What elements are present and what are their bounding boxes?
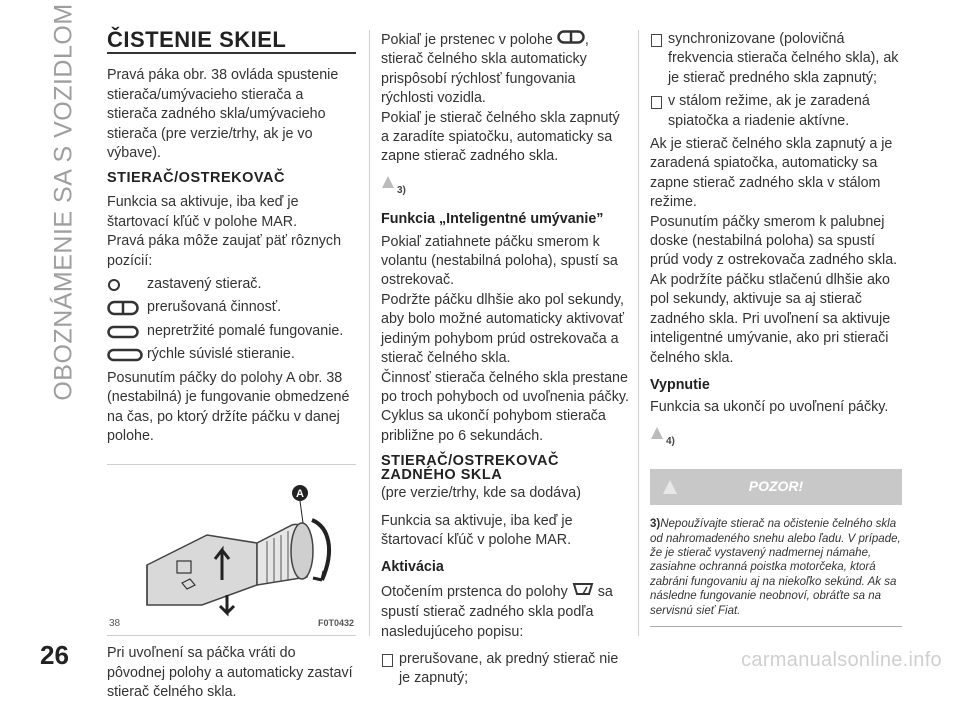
position-slow bbox=[107, 322, 356, 341]
bullet-3-text: v stálom režime, ak je zaradená spiatočka a riadenie aktívne. bbox=[668, 93, 870, 129]
wiper-lever-illustration bbox=[107, 465, 356, 635]
warning-banner bbox=[650, 469, 902, 505]
column-divider bbox=[638, 30, 639, 636]
wiper-fast-icon bbox=[107, 347, 147, 363]
column-divider bbox=[369, 30, 370, 636]
bullet-box-icon bbox=[651, 96, 662, 109]
activation-heading: Aktivácia bbox=[381, 559, 444, 576]
warning-triangle-icon bbox=[650, 426, 664, 440]
warning-body: Nepoužívajte stierač na očistenie čelného skla od nahromadeného snehu alebo ľadu. V prípade, že je stierač vystavený nadmernej námahe, zasiahne ochranná poistka motorčeka, ktorá zabráni fungovaniu aj na niekoľko sekúnd. Ak sa následne fungovanie neobnoví, obráťte sa na servisnú sieť Fiat. bbox=[650, 518, 901, 617]
position-fast bbox=[107, 345, 356, 364]
wiper-auto-icon bbox=[557, 30, 585, 50]
caution-triangle-icon bbox=[662, 479, 678, 495]
off-paragraph: Funkcia sa ukončí po uvoľnení páčky. bbox=[650, 399, 889, 416]
bullet-constant bbox=[650, 92, 902, 131]
bullet-synchronized bbox=[650, 30, 902, 88]
smart-p3: Činnosť stierača čelného skla prestane po troch pohyboch od uvoľnenia páčky. Cyklus sa ukončí pohybom stierača približne po 6 sekundách. bbox=[381, 369, 629, 444]
bullet-1-text: prerušovane, ak predný stierač nie je zapnutý; bbox=[399, 650, 619, 687]
front-p2: Pravá páka môže zaujať päť rôznych pozícií: bbox=[107, 233, 342, 269]
figure-number: 38 bbox=[109, 617, 121, 629]
ring-text-before: Pokiaľ je prstenec v polohe bbox=[381, 31, 553, 48]
position-intermittent bbox=[107, 298, 356, 317]
watermark: carmanualsonline.info bbox=[741, 649, 942, 671]
position-fast-label: rýchle súvislé stieranie. bbox=[147, 346, 295, 363]
reverse-paragraph: Pokiaľ je stierač čelného skla zapnutý a zaradíte spiatočku, automaticky sa zapne stierač zadného skla. bbox=[381, 109, 620, 165]
warning-title: POZOR! bbox=[748, 478, 804, 495]
note-ref-3 bbox=[381, 175, 631, 200]
rear-sub: (pre verzie/trhy, kde sa dodáva) bbox=[381, 485, 581, 502]
column-1 bbox=[107, 27, 356, 711]
figure-code: F0T0432 bbox=[317, 617, 354, 628]
warning-triangle-icon bbox=[381, 175, 395, 189]
smart-wash-heading: Funkcia „Inteligentné umývanie” bbox=[381, 211, 604, 228]
wiper-off-icon bbox=[107, 277, 147, 293]
chapter-sidebar bbox=[44, 3, 84, 401]
note-ref-4 bbox=[650, 426, 902, 451]
bullet-box-icon bbox=[382, 654, 393, 667]
column-3 bbox=[650, 30, 902, 627]
front-p1: Funkcia sa aktivuje, iba keď je štartovací kľúč v polohe MAR. bbox=[107, 194, 299, 230]
wiper-slow-icon bbox=[107, 324, 147, 340]
rear-p1: Funkcia sa aktivuje, iba keď je štartovací kľúč v polohe MAR. bbox=[381, 512, 573, 548]
smart-p2: Podržte páčku dlhšie ako pol sekundy, aby bolo možné automaticky aktivovať jediným pohybom prúd ostrekovača a stierač čelného skla. bbox=[381, 291, 624, 367]
bullet-2-text: synchronizovane (polovičná frekvencia stierača čelného skla), ak je stierač predného skla zapnutý; bbox=[668, 31, 899, 86]
position-off-label: zastavený stierač. bbox=[147, 276, 262, 293]
warning-number: 3) bbox=[650, 518, 661, 531]
off-heading: Vypnutie bbox=[650, 376, 710, 393]
figure-label-a: A bbox=[296, 488, 304, 501]
figure-38 bbox=[107, 464, 356, 636]
after-figure-paragraph: Pri uvoľnení sa páčka vráti do pôvodnej polohy a automaticky zastaví stierač čelného skla. bbox=[107, 645, 353, 701]
col3-p2: Posunutím páčky smerom k palubnej doske (nestabilná poloha) sa spustí prúd vody z ostrekovača zadného skla. bbox=[650, 213, 898, 269]
bullet-box-icon bbox=[651, 34, 662, 47]
ring-text-after: , stierač čelného skla automaticky prispôsobí rýchlosť fungovania rýchlosti vozidla. bbox=[381, 31, 589, 107]
rear-wiper-heading: STIERAČ/OSTREKOVAČ ZADNÉHO SKLA bbox=[381, 453, 559, 484]
column-2 bbox=[381, 30, 631, 693]
rear-wiper-icon bbox=[572, 581, 594, 603]
note-ref-4-text: 4) bbox=[666, 435, 675, 447]
intro-paragraph: Pravá páka obr. 38 ovláda spustenie stierača/umývacieho stierača a stierača zadného skla/umývacieho stierača (pre verzie/trhy, ak je vo výbave). bbox=[107, 67, 339, 162]
front-wiper-heading: STIERAČ/OSTREKOVAČ bbox=[107, 170, 285, 187]
position-off bbox=[107, 275, 356, 294]
section-title: ČISTENIE SKIEL bbox=[107, 30, 356, 54]
auto-speed-paragraph bbox=[381, 30, 631, 109]
bullet-intermittent bbox=[381, 650, 631, 689]
front-p3: Posunutím páčky do polohy A obr. 38 (nestabilná) je fungovanie obmedzené na čas, po ktorý držíte páčku v danej polohe. bbox=[107, 369, 350, 444]
note-ref-3-text: 3) bbox=[397, 184, 406, 196]
chapter-title: OBOZNÁMENIE SA S VOZIDLOM bbox=[49, 3, 78, 401]
position-slow-label: nepretržité pomalé fungovanie. bbox=[147, 322, 344, 339]
activation-text-before: Otočením prstenca do polohy bbox=[381, 583, 568, 600]
col3-p3: Ak podržíte páčku stlačenú dlhšie ako pol sekundy, aktivuje sa aj stierač zadného skla. Pri uvoľnení sa aktivuje inteligentné umývanie, ako pri stierači čelného skla. bbox=[650, 271, 891, 366]
smart-p1: Pokiaľ zatiahnete páčku smerom k volantu (nestabilná poloha), spustí sa ostrekovač. bbox=[381, 233, 618, 289]
warning-text bbox=[650, 517, 902, 627]
position-intermittent-label: prerušovaná činnosť. bbox=[147, 299, 282, 316]
wiper-intermittent-icon bbox=[107, 300, 147, 316]
col3-p1: Ak je stierač čelného skla zapnutý a je zaradená spiatočka, automaticky sa zapne stierač zadného skla v stálom režime. bbox=[650, 136, 893, 211]
activation-paragraph bbox=[381, 581, 631, 642]
activation-text-after: sa spustí stierač zadného skla podľa nasledujúceho popisu: bbox=[381, 583, 613, 640]
page-number: 26 bbox=[40, 640, 69, 670]
